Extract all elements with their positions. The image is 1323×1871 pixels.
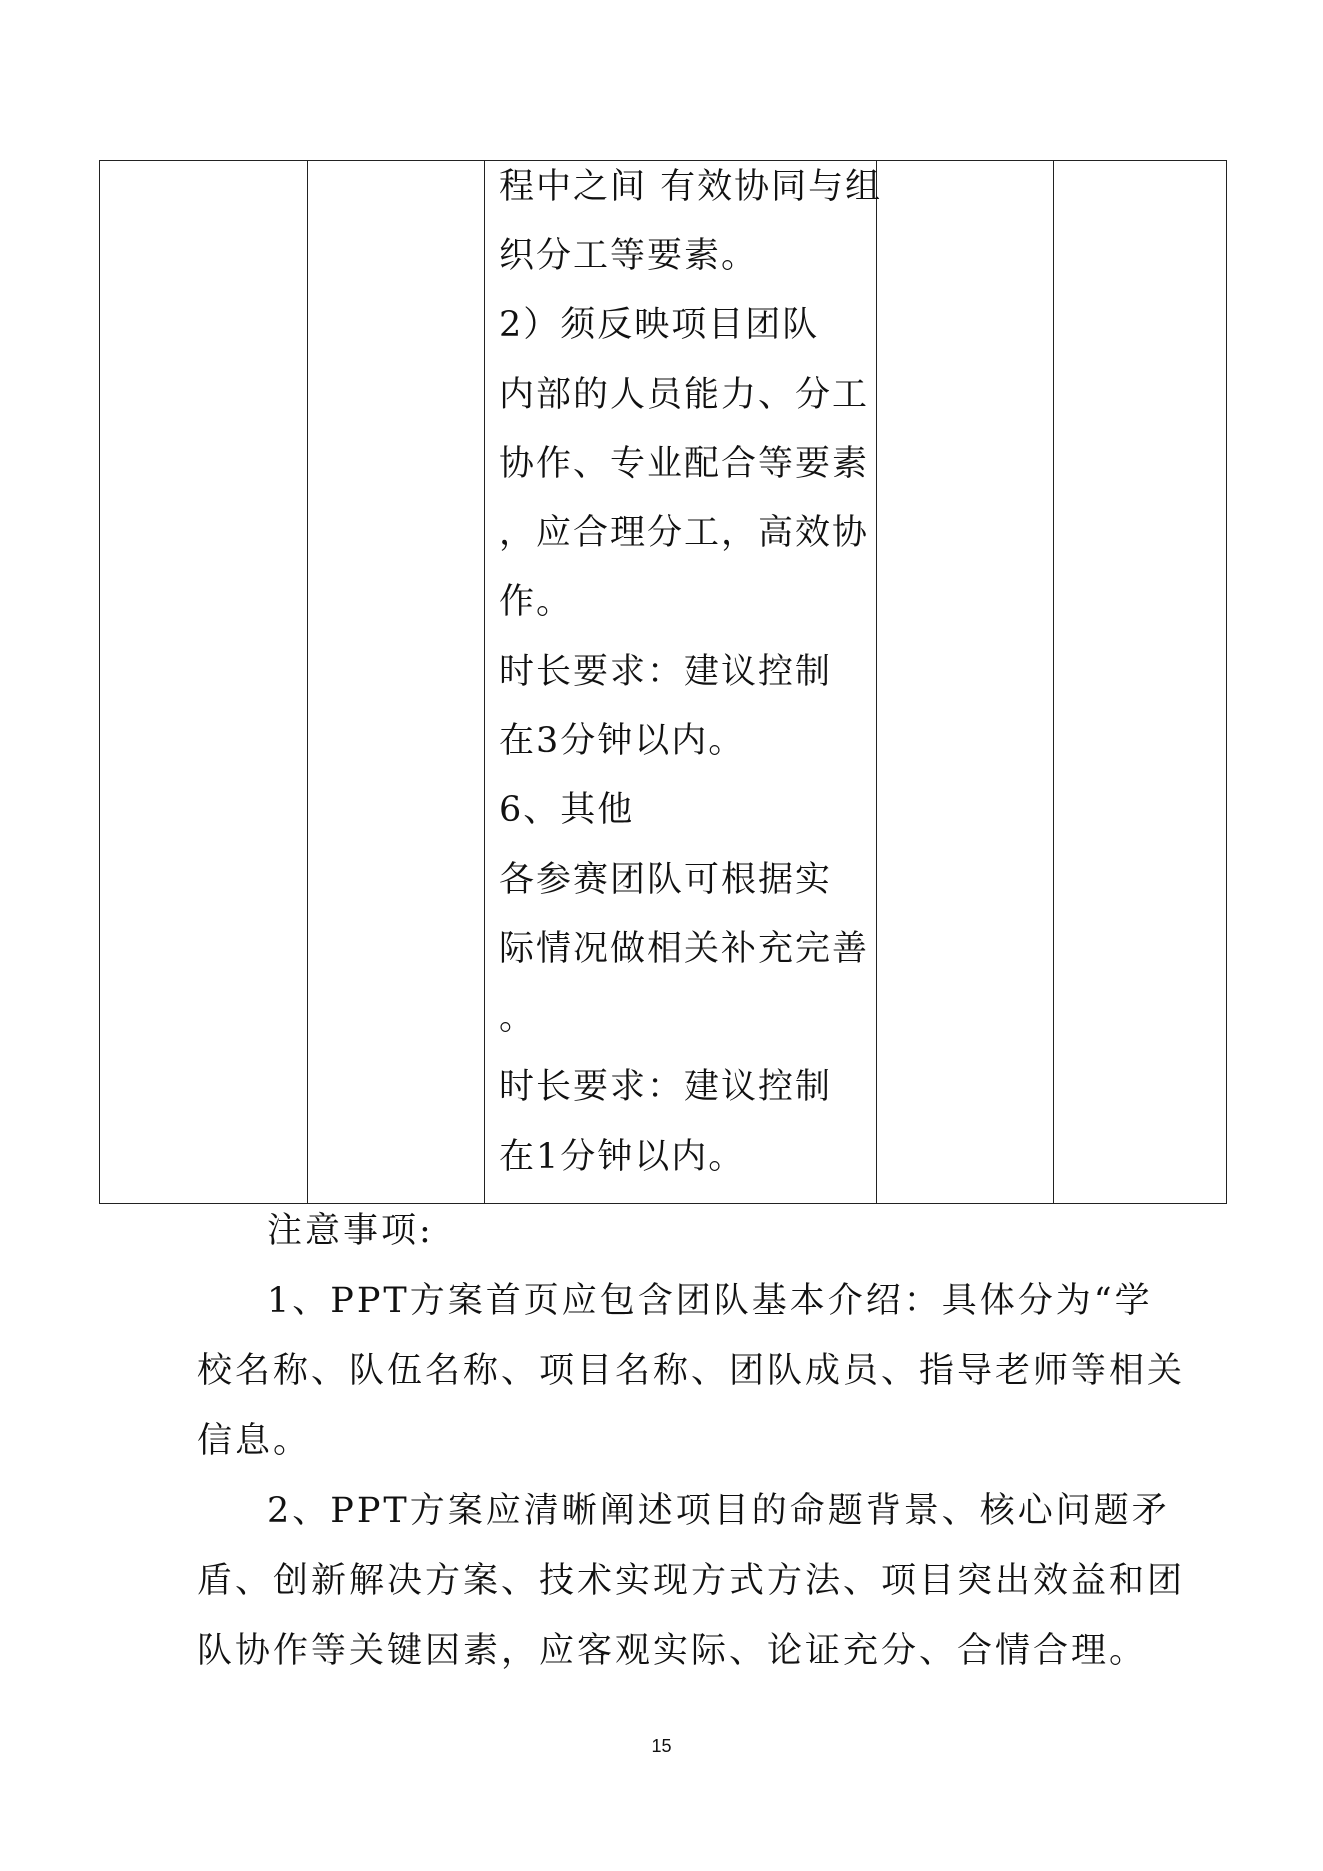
- table-column-divider: [876, 161, 877, 1203]
- cell-line: 各参赛团队可根据实: [499, 860, 833, 900]
- cell-line: 际情况做相关补充完善: [499, 929, 870, 969]
- requirements-table: [99, 160, 1227, 1204]
- table-column-divider: [484, 161, 485, 1203]
- cell-line: ，应合理分工，高效协: [499, 513, 870, 553]
- page-number: 15: [651, 1736, 672, 1756]
- cell-line: 。: [499, 998, 537, 1038]
- cell-line: 内部的人员能力、分工: [499, 375, 870, 415]
- note-item-1: 1、PPT方案首页应包含团队基本介绍：具体分为“学: [267, 1281, 1153, 1321]
- cell-line: 协作、专业配合等要素: [499, 444, 870, 484]
- cell-line: 6、其他: [499, 790, 635, 830]
- cell-line: 2）须反映项目团队: [499, 305, 820, 345]
- cell-line: 作。: [499, 582, 574, 622]
- cell-line: 时长要求：建议控制: [499, 652, 833, 692]
- note-item-2-cont: 队协作等关键因素，应客观实际、论证充分、合情合理。: [197, 1631, 1148, 1671]
- note-item-1-cont: 信息。: [197, 1421, 312, 1461]
- note-item-2: 2、PPT方案应清晰阐述项目的命题背景、核心问题矛: [267, 1491, 1170, 1531]
- notes-heading: 注意事项:: [267, 1211, 434, 1251]
- cell-line: 织分工等要素。: [499, 236, 759, 276]
- note-item-2-cont: 盾、创新解决方案、技术实现方式方法、项目突出效益和团: [197, 1561, 1186, 1601]
- cell-line: 时长要求：建议控制: [499, 1067, 833, 1107]
- note-item-1-cont: 校名称、队伍名称、项目名称、团队成员、指导老师等相关: [197, 1351, 1186, 1391]
- table-column-divider: [1053, 161, 1054, 1203]
- cell-line: 在1分钟以内。: [499, 1137, 746, 1177]
- table-column-divider: [307, 161, 308, 1203]
- cell-line: 在3分钟以内。: [499, 721, 746, 761]
- cell-line: 程中之间 有效协同与组: [499, 167, 883, 207]
